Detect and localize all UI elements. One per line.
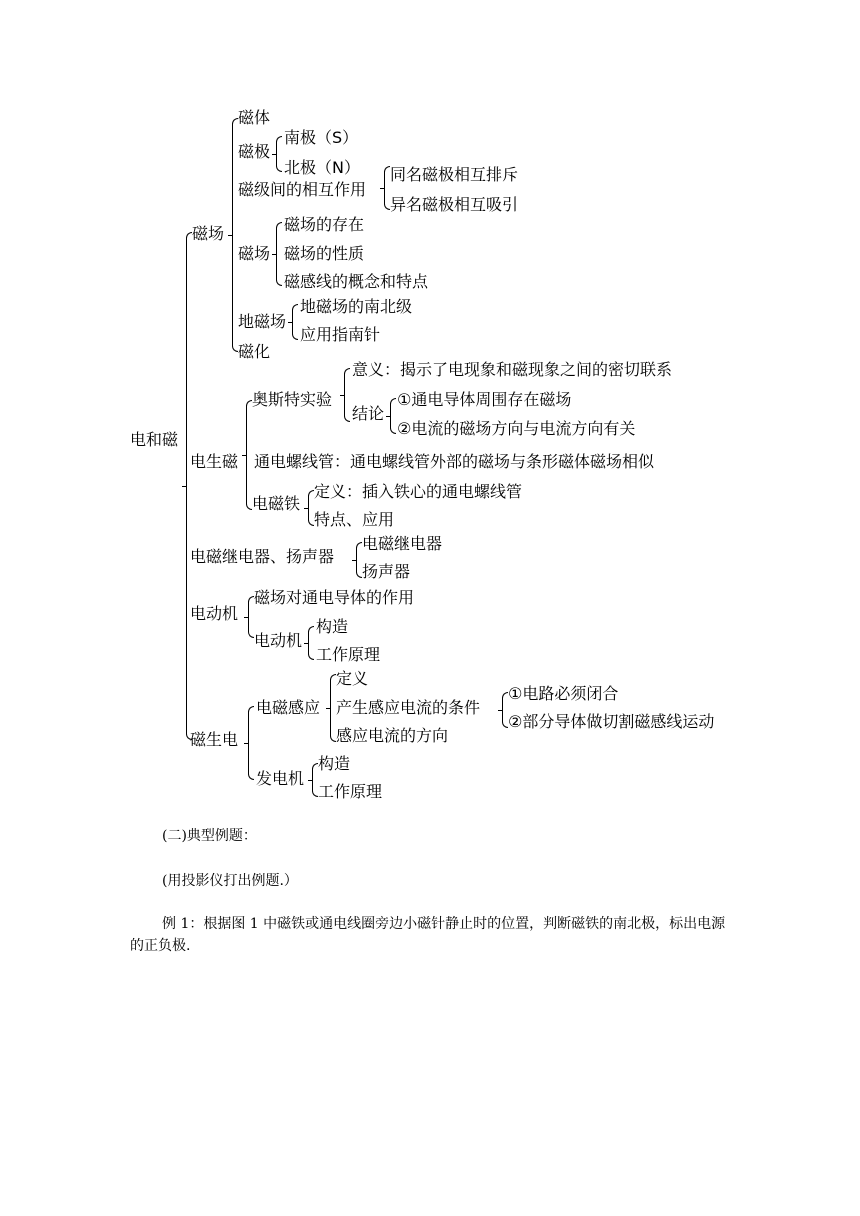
section-heading: (二)典型例题：: [162, 828, 257, 844]
node-field-existence: 磁场的存在: [284, 215, 365, 234]
node-magnetization: 磁化: [238, 342, 271, 361]
node-oersted-conclusion: 结论: [352, 404, 385, 423]
node-induction-definition: 定义: [336, 669, 369, 688]
node-repel: 同名磁极相互排斥: [390, 165, 519, 184]
root-brace: [186, 232, 192, 740]
node-solenoid: 通电螺线管：通电螺线管外部的磁场与条形磁体磁场相似: [254, 452, 655, 471]
node-pole-interaction: 磁级间的相互作用: [238, 180, 367, 199]
node-south-pole: 南极（S）: [284, 128, 359, 147]
node-motor-force: 磁场对通电导体的作用: [254, 588, 415, 607]
node-field-lines: 磁感线的概念和特点: [284, 272, 429, 291]
node-poles: 磁极: [238, 142, 271, 161]
brace-motor-machine: [308, 626, 314, 660]
brace-induction: [248, 706, 254, 780]
node-field: 磁场: [238, 244, 271, 263]
node-speaker: 扬声器: [362, 562, 411, 581]
brace-earth-field: [292, 304, 298, 340]
node-induction-direction: 感应电流的方向: [336, 726, 449, 745]
node-relay: 电磁继电器: [362, 534, 443, 553]
node-motor: 电动机: [190, 604, 239, 623]
brace-poles: [276, 136, 282, 172]
projector-note: (用投影仪打出例题.）: [162, 873, 298, 889]
node-conclusion-2: ②电流的磁场方向与电流方向有关: [397, 419, 636, 438]
node-oersted: 奥斯特实验: [252, 390, 333, 409]
node-motor-principle: 工作原理: [316, 645, 381, 664]
root-node: 电和磁: [130, 430, 179, 449]
node-motor-structure: 构造: [316, 617, 349, 636]
node-attract: 异名磁极相互吸引: [390, 195, 519, 214]
brace-oersted: [344, 368, 350, 422]
node-relay-speaker: 电磁继电器、扬声器: [190, 547, 335, 566]
node-induction-conditions: 产生感应电流的条件: [336, 698, 481, 717]
example-1-text: 例 1：根据图 1 中磁铁或通电线圈旁边小磁针静止时的位置，判断磁铁的南北极，标出电源的正负极.: [130, 916, 726, 954]
node-generator-principle: 工作原理: [318, 782, 383, 801]
node-magnetic-field: 磁场: [192, 224, 225, 243]
node-electromagnet-definition: 定义：插入铁心的通电螺线管: [314, 482, 523, 501]
brace-oersted-conclusion: [390, 398, 396, 434]
node-field-property: 磁场的性质: [284, 244, 365, 263]
node-earth-poles: 地磁场的南北级: [300, 297, 413, 316]
node-generator-structure: 构造: [318, 754, 351, 773]
node-conclusion-1: ①通电导体周围存在磁场: [397, 390, 572, 409]
brace-field: [276, 222, 282, 286]
node-induction: 磁生电: [190, 730, 239, 749]
node-oersted-meaning: 意义：揭示了电现象和磁现象之间的密切联系: [352, 360, 673, 379]
node-generator: 发电机: [256, 769, 305, 788]
node-magnet: 磁体: [238, 108, 271, 127]
node-electro-magnetism: 电生磁: [190, 452, 239, 471]
node-electromagnet-features: 特点、应用: [314, 510, 395, 529]
node-condition-2: ②部分导体做切割磁感线运动: [508, 712, 715, 731]
node-motor-machine: 电动机: [254, 631, 303, 650]
node-earth-field: 地磁场: [238, 312, 287, 331]
node-north-pole: 北极（N）: [284, 158, 360, 177]
node-electromagnet: 电磁铁: [252, 494, 301, 513]
node-compass: 应用指南针: [300, 325, 381, 344]
node-em-induction: 电磁感应: [256, 698, 321, 717]
node-condition-1: ①电路必须闭合: [508, 684, 619, 703]
